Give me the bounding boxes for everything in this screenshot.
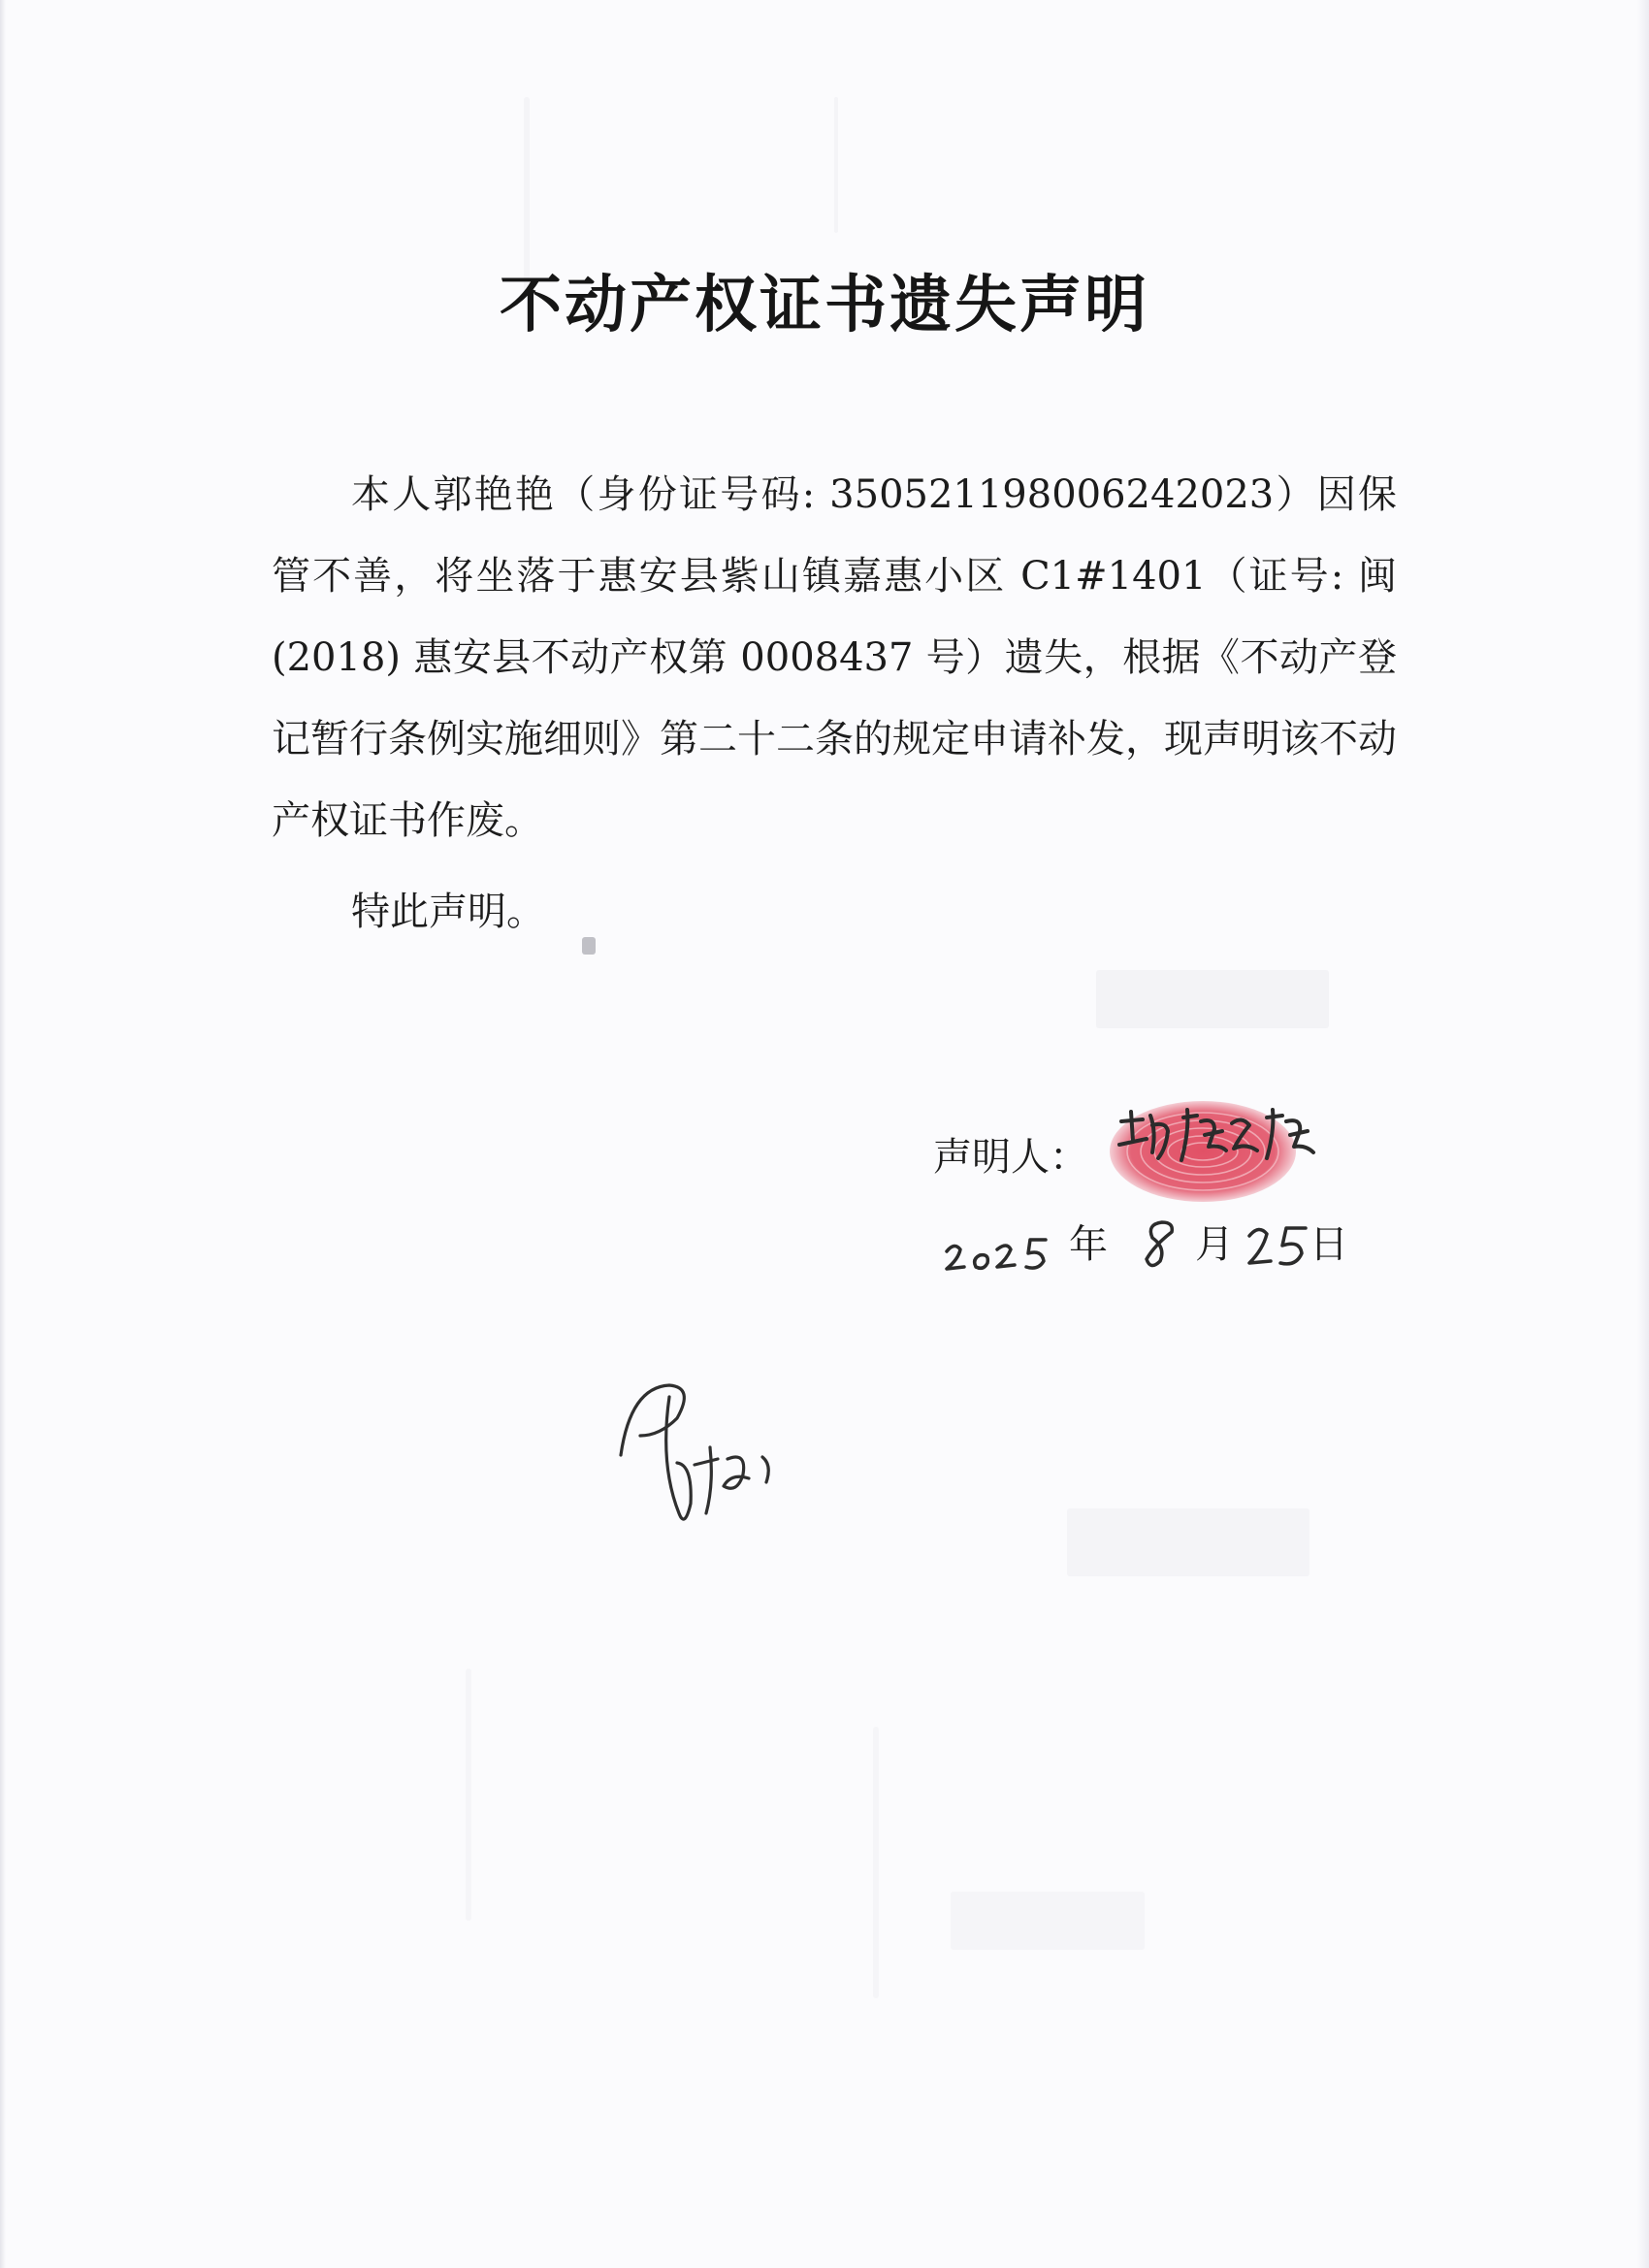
bleed-through-mark — [1096, 970, 1329, 1028]
handwritten-month — [1133, 1211, 1191, 1279]
date-year-suffix: 年 — [1069, 1222, 1108, 1267]
bleed-through-mark — [524, 97, 530, 291]
bleed-through-mark — [466, 1669, 471, 1921]
date-month-suffix: 月 — [1195, 1222, 1234, 1267]
bleed-through-mark — [951, 1892, 1145, 1950]
bleed-through-mark — [873, 1727, 879, 1998]
bleed-through-mark — [834, 97, 838, 233]
scan-edge-left — [0, 0, 6, 2268]
handwritten-year — [941, 1211, 1086, 1279]
date-day-suffix: 日 — [1310, 1222, 1348, 1267]
document-title: 不动产权证书遗失声明 — [500, 270, 1149, 341]
signer-label: 声明人： — [933, 1135, 1088, 1180]
approver-signature — [601, 1358, 892, 1571]
closing-statement: 特此声明。 — [351, 890, 545, 934]
declaration-date — [941, 1211, 1368, 1279]
declaration-body: 本人郭艳艳（身份证号码: 350521198006242023）因保管不善，将坐落于惠安县紫山镇嘉惠小区 C1#1401（证号: 闽(2018) 惠安县不动产权第 0008437 号）遗失，根据《不动产登记暂行条例实施细则》第二十二条的规定申请补发，现声明该不动产权证书作废。 — [272, 472, 1397, 843]
signer-handwritten-signature — [1114, 1102, 1327, 1189]
bleed-through-mark — [1067, 1508, 1310, 1576]
scan-edge-right — [1637, 0, 1649, 2268]
scan-speck — [582, 937, 596, 955]
